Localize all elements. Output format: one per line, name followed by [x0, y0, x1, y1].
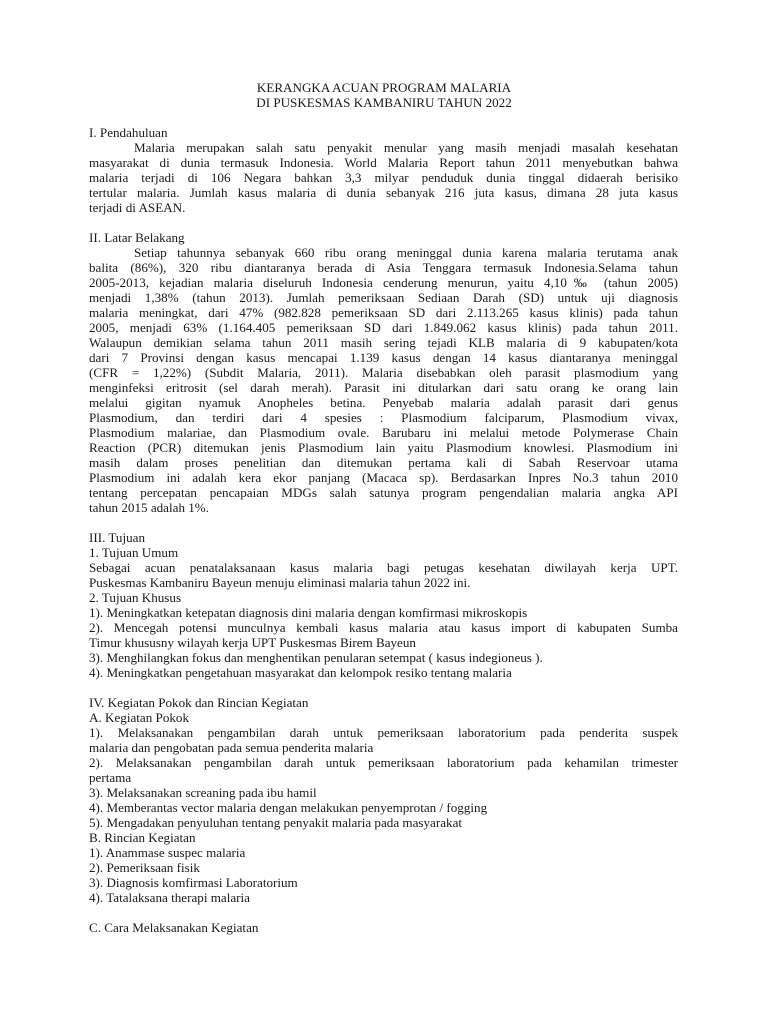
paragraph-line: tertular malaria. Jumlah kasus malaria di dunia sebanyak 216 juta kasus, dimana 28 juta kasus [89, 185, 678, 200]
paragraph-line: melalui gigitan nyamuk Anopheles betina. Penyebab malaria adalah parasit dari genus [89, 395, 678, 410]
list-item: 3). Menghilangkan fokus dan menghentikan penularan setempat ( kasus indegioneus ). [89, 650, 543, 665]
section-heading-kegiatan: IV. Kegiatan Pokok dan Rincian Kegiatan [89, 695, 309, 710]
paragraph-line: masih dalam proses penelitian dan ditemukan pertama kali di Sabah Reservoar utama [89, 455, 678, 470]
paragraph-line: menginfeksi eritrosit (sel darah merah). Parasit ini ditularkan dari satu orang ke orang lain [89, 380, 678, 395]
list-item: 2). Mencegah potensi munculnya kembali kasus malaria atau kasus import di kabupaten Sumba [89, 620, 678, 635]
subheading-rincian-kegiatan: B. Rincian Kegiatan [89, 830, 196, 845]
section-heading-tujuan: III. Tujuan [89, 530, 146, 545]
paragraph-line: masyarakat di dunia termasuk Indonesia. World Malaria Report tahun 2011 menyebutkan bahwa [89, 155, 678, 170]
title-line-1: KERANGKA ACUAN PROGRAM MALARIA [256, 80, 512, 95]
title-line-2: DI PUSKESMAS KAMBANIRU TAHUN 2022 [256, 95, 512, 110]
list-item: 1). Anammase suspec malaria [89, 845, 246, 860]
paragraph-line: tahun 2015 adalah 1%. [89, 500, 209, 515]
document-title [0, 80, 768, 110]
paragraph-line: Malaria merupakan salah satu penyakit menular yang masih menjadi masalah kesehatan [134, 140, 678, 155]
paragraph-line: malaria terjadi di 106 Negara bahkan 3,3 milyar penduduk dunia tinggal didaerah berisiko [89, 170, 678, 185]
list-item: 1). Meningkatkan ketepatan diagnosis dini malaria dengan komfirmasi mikroskopis [89, 605, 528, 620]
paragraph-line: 2005-2013, kejadian malaria diseluruh Indonesia cenderung menurun, yaitu 4,10‰ (tahun 2005) [89, 275, 678, 290]
paragraph-line: (CFR = 1,22%) (Subdit Malaria, 2011). Malaria disebabkan oleh parasit plasmodium yang [89, 365, 678, 380]
list-item-continuation: malaria dan pengobatan pada semua penderita malaria [89, 740, 374, 755]
list-item: 1). Melaksanakan pengambilan darah untuk pemeriksaan laboratorium pada penderita suspek [89, 725, 678, 740]
list-item: 3). Diagnosis komfirmasi Laboratorium [89, 875, 298, 890]
paragraph-line: dari 7 Provinsi dengan kasus mencapai 1.139 kasus dengan 14 kasus diantaranya meninggal [89, 350, 678, 365]
list-item: 4). Memberantas vector malaria dengan melakukan penyemprotan / fogging [89, 800, 488, 815]
list-item: 5). Mengadakan penyuluhan tentang penyakit malaria pada masyarakat [89, 815, 463, 830]
section-heading-latar-belakang: II. Latar Belakang [89, 230, 185, 245]
subheading-tujuan-khusus: 2. Tujuan Khusus [89, 590, 182, 605]
subheading-cara-melaksanakan: C. Cara Melaksanakan Kegiatan [89, 920, 259, 935]
paragraph-line: menjadi 1,38% (tahun 2013). Jumlah pemeriksaan Sediaan Darah (SD) untuk uji diagnosis [89, 290, 678, 305]
paragraph-line: Plasmodium malariae, dan Plasmodium ovale. Barubaru ini melalui metode Polymerase Chain [89, 425, 678, 440]
list-item: 2). Pemeriksaan fisik [89, 860, 200, 875]
paragraph-line: Walaupun demikian selama tahun 2011 masih sering tejadi KLB malaria di 9 kabupaten/kota [89, 335, 678, 350]
list-item-continuation: Timur khususny wilayah kerja UPT Puskesmas Birem Bayeun [89, 635, 416, 650]
paragraph-line: balita (86%), 320 ribu diantaranya berada di Asia Tenggara termasuk Indonesia.Selama tahun [89, 260, 678, 275]
paragraph-line: Plasmodium ini adalah kera ekor panjang (Macaca sp). Berdasarkan Inpres No.3 tahun 2010 [89, 470, 678, 485]
document-body [89, 125, 678, 935]
list-item: 4). Meningkatkan pengetahuan masyarakat dan kelompok resiko tentang malaria [89, 665, 512, 680]
paragraph-line: Plasmodium, dan terdiri dari 4 spesies : Plasmodium falciparum, Plasmodium vivax, [89, 410, 678, 425]
paragraph-line: Setiap tahunnya sebanyak 660 ribu orang meninggal dunia karena malaria terutama anak [134, 245, 678, 260]
paragraph-line: Sebagai acuan penatalaksanaan kasus malaria bagi petugas kesehatan diwilayah kerja UPT. [89, 560, 678, 575]
list-item: 3). Melaksanakan screaning pada ibu hamil [89, 785, 317, 800]
paragraph-line: Reaction (PCR) ditemukan jenis Plasmodium lain yaitu Plasmodium knowlesi. Plasmodium ini [89, 440, 678, 455]
list-item-continuation: pertama [89, 770, 132, 785]
list-item: 4). Tatalaksana therapi malaria [89, 890, 250, 905]
paragraph-line: terjadi di ASEAN. [89, 200, 186, 215]
paragraph-line: tentang percepatan pencapaian MDGs salah satunya program pengendalian malaria angka API [89, 485, 678, 500]
paragraph-line: malaria meningkat, dari 47% (982.828 pemeriksaan SD dari 2.113.265 kasus klinis) pada tahun [89, 305, 678, 320]
list-item: 2). Melaksanakan pengambilan darah untuk pemeriksaan laboratorium pada kehamilan trimester [89, 755, 678, 770]
paragraph-line: 2005, menjadi 63% (1.164.405 pemeriksaan SD dari 1.849.062 kasus klinis) pada tahun 2011. [89, 320, 678, 335]
paragraph-line: Puskesmas Kambaniru Bayeun menuju eliminasi malaria tahun 2022 ini. [89, 575, 471, 590]
section-heading-pendahuluan: I. Pendahuluan [89, 125, 168, 140]
subheading-tujuan-umum: 1. Tujuan Umum [89, 545, 179, 560]
subheading-kegiatan-pokok: A. Kegiatan Pokok [89, 710, 190, 725]
